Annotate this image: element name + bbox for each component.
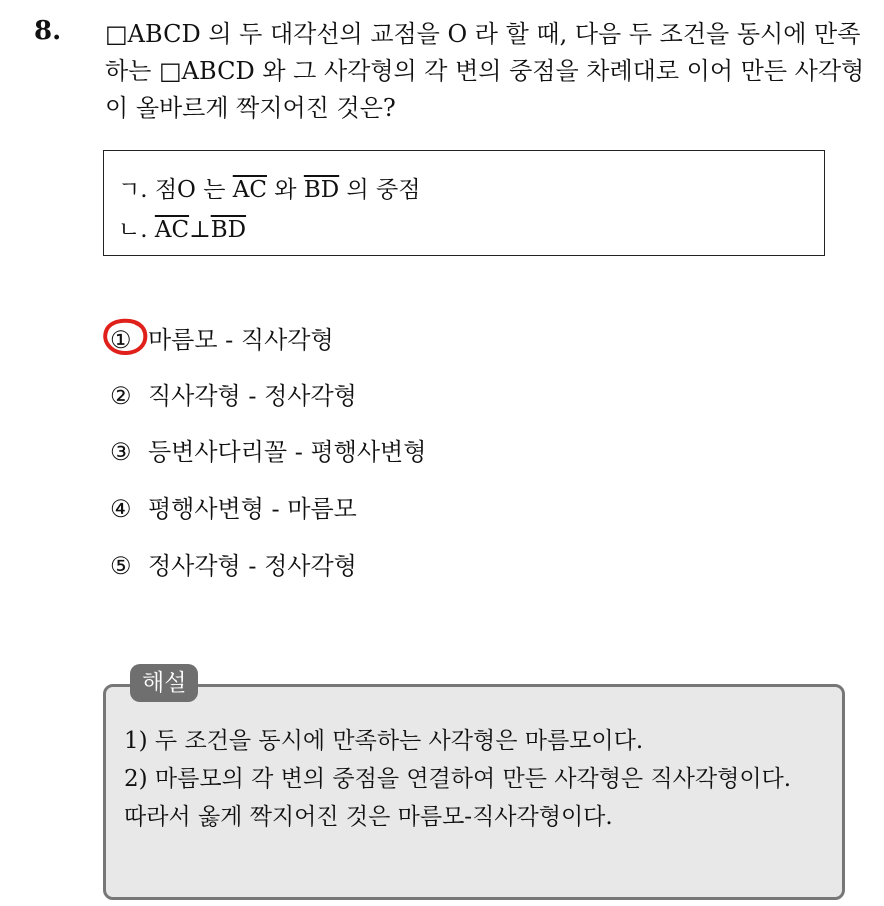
choice-1-text: 마름모 - 직사각형 [148,326,334,354]
condition-2-mark: ㄴ. [118,217,148,243]
segment-bd: $\overline{BD}$ [210,217,247,243]
segment-ac: $\overline{AC}$ [154,217,190,243]
explanation-line-1: 1) 두 조건을 동시에 만족하는 사각형은 마름모이다. [124,728,644,754]
condition-1-post: 의 중점 [339,177,421,203]
choice-4-text: 평행사변형 - 마름모 [148,495,357,523]
choice-2-number: ② [110,382,132,410]
condition-1 [118,171,420,204]
question-stem: □ABCD 의 두 대각선의 교점을 O 라 할 때, 다음 두 조건을 동시에 만족하는 □ABCD 와 그 사각형의 각 변의 중점을 차례대로 이어 만든 사각형이 올바르게 짝지어진 것은? [105,20,865,122]
choice-3[interactable] [110,432,426,467]
choice-5-number: ⑤ [110,552,132,580]
choice-1-number: ① [110,326,132,354]
condition-1-mid: 와 [266,177,304,203]
choice-2[interactable] [110,376,357,411]
condition-2 [118,211,246,244]
choice-5[interactable] [110,546,357,581]
question-number: 8. [34,16,62,46]
choice-5-text: 정사각형 - 정사각형 [148,552,357,580]
choice-4-number: ④ [110,495,132,523]
conditions-box [103,150,825,256]
choice-2-text: 직사각형 - 정사각형 [148,382,357,410]
condition-1-mark: ㄱ. [118,177,148,203]
perpendicular-symbol: ⊥ [189,217,211,243]
explanation-line-3: 따라서 옳게 짝지어진 것은 마름모-직사각형이다. [124,804,613,830]
explanation-tag: 해설 [130,664,198,702]
explanation-text [124,722,834,836]
choice-4[interactable] [110,489,357,524]
segment-ac: $\overline{AC}$ [232,177,267,203]
choice-3-text: 등변사다리꼴 - 평행사변형 [148,438,427,466]
choice-3-number: ③ [110,438,132,466]
choice-1[interactable] [110,320,334,355]
segment-bd: $\overline{BD}$ [303,177,340,203]
explanation-line-2: 2) 마름모의 각 변의 중점을 연결하여 만든 사각형은 직사각형이다. [124,766,792,792]
condition-1-pre: 점O 는 [154,177,233,203]
